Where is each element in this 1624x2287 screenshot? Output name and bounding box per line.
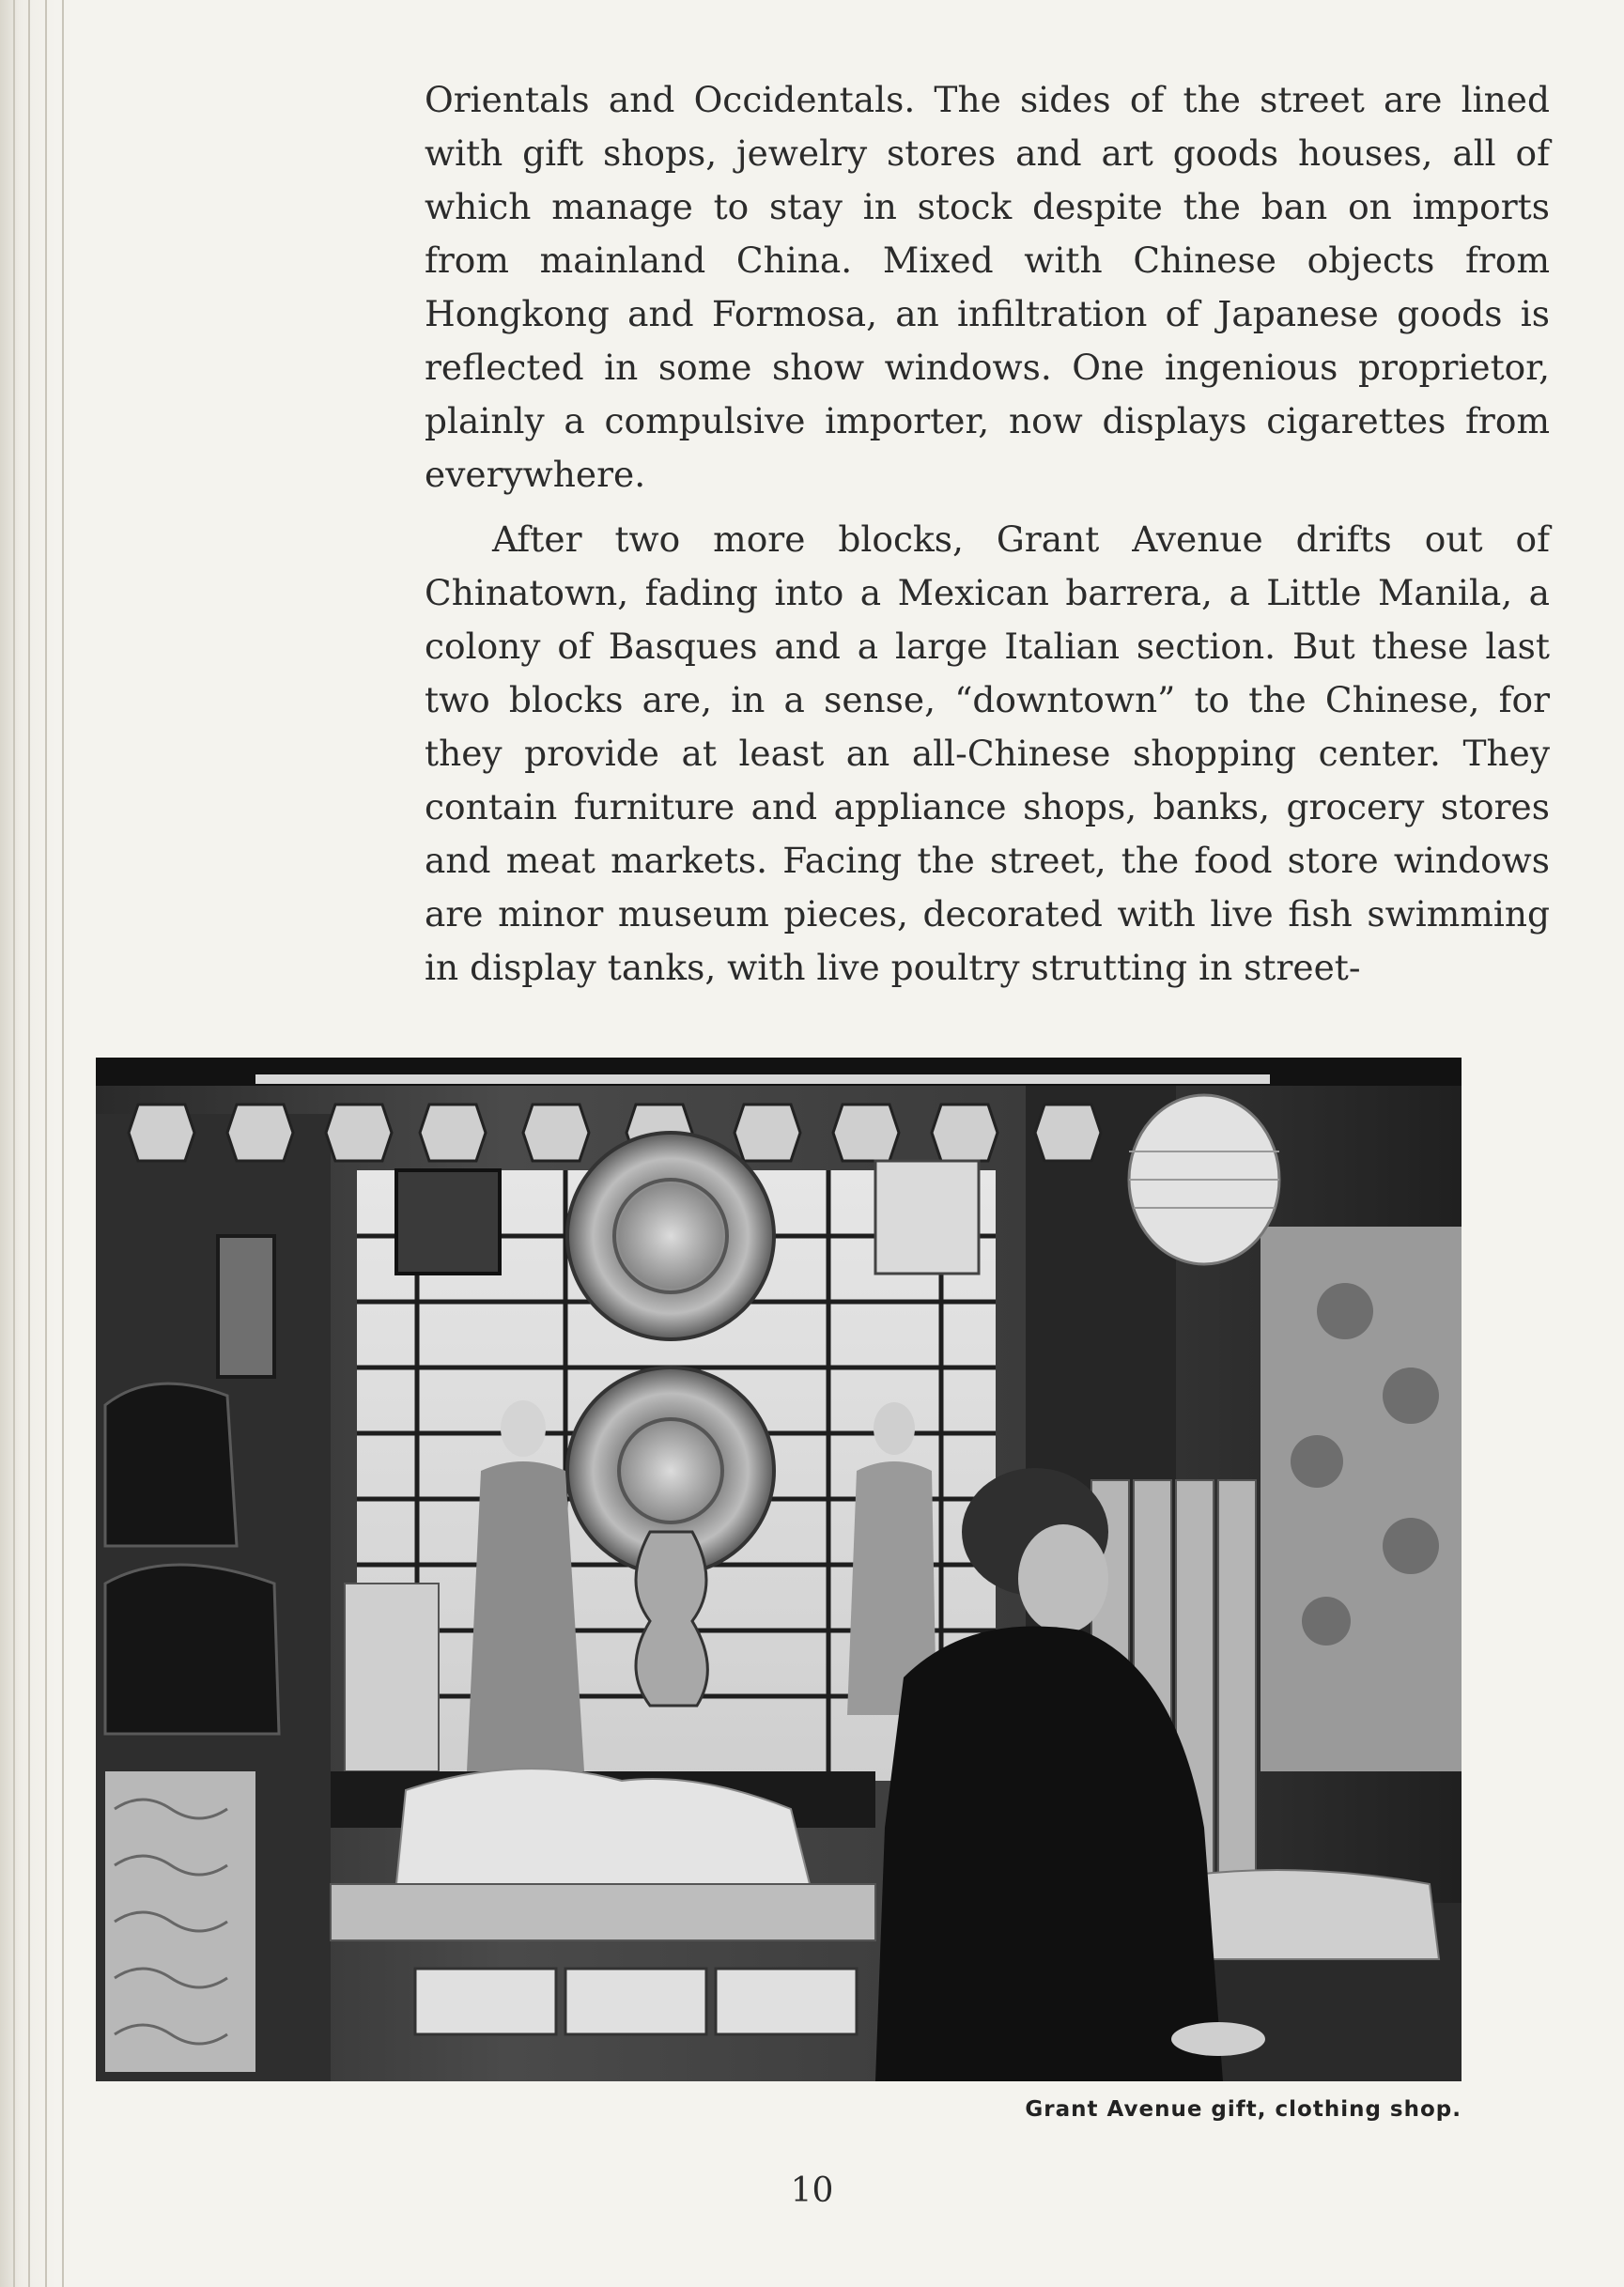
page-edge-line bbox=[45, 0, 47, 2287]
shop-photograph-image bbox=[96, 1058, 1462, 2081]
page-edge-line bbox=[28, 0, 30, 2287]
page-edge-line bbox=[13, 0, 15, 2287]
shop-photograph bbox=[96, 1058, 1462, 2081]
stacked-page-edges bbox=[0, 0, 103, 2287]
page-edge-line bbox=[62, 0, 64, 2287]
article-paragraph: After two more blocks, Grant Avenue drifts out of Chinatown, fading into a Mexican barrera, a Little Manila, a colony of Basques and a large Italian section. But these last two blocks are, in a sense, “downtown” to the Chinese, for they provide at least an all-Chinese shopping center. They contain furniture and appliance shops, banks, grocery stores and meat markets. Facing the street, the food store windows are minor museum pieces, decorated with live fish swimming in display tanks, with live poultry strutting in street- bbox=[425, 518, 1550, 988]
article-body bbox=[425, 73, 1550, 995]
photo-caption: Grant Avenue gift, clothing shop. bbox=[1025, 2097, 1462, 2122]
page-number: 10 bbox=[790, 2171, 834, 2210]
article-paragraph: Orientals and Occidentals. The sides of the street are lined with gift shops, jewelry stores and art goods houses, all of which manage to stay in stock despite the ban on imports from mainland China. Mixed with Chinese objects from Hongkong and Formosa, an infiltration of Japanese goods is reflected in some show windows. One ingenious proprietor, plainly a compulsive importer, now displays cigarettes from everywhere. bbox=[425, 79, 1550, 495]
